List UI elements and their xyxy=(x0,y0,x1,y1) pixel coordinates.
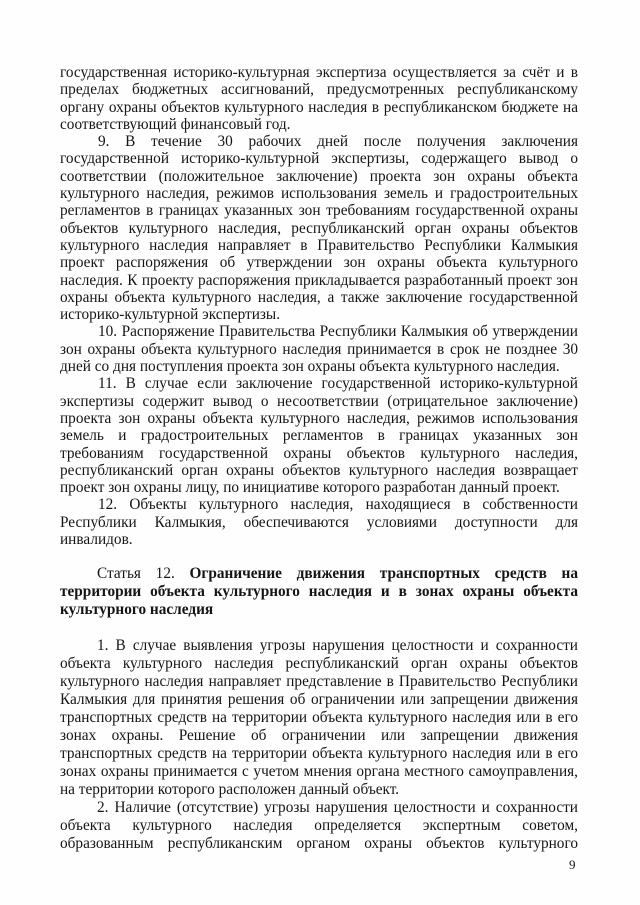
page-number: 9 xyxy=(569,857,576,872)
article-clause-1: 1. В случае выявления угрозы нарушения целостности и сохранности объекта культурного наследия республиканский орган охраны объектов культурного наследия направляет представление в Правительство Республики Калмыкия для принятия решения об ограничении или запрещении движения транспортных средств на территории объекта культурного наследия или в его зонах охраны. Решение об ограничении или запрещении движения транспортных средств на территории объекта культурного наследия или в его зонах охраны принимается с учетом мнения органа местного самоуправления, на территории которого расположен данный объект. xyxy=(60,637,578,799)
article-12 xyxy=(60,565,578,853)
article-clause-2: 2. Наличие (отсутствие) угрозы нарушения целостности и сохранности объекта культурного наследия определяется экспертным советом, образованным республиканским органом охраны объектов культурного xyxy=(60,799,578,853)
clause-12: 12. Объекты культурного наследия, находящиеся в собственности Республики Калмыкия, обеспечиваются условиями доступности для инвалидов. xyxy=(60,496,578,549)
continued-paragraph: государственная историко-культурная экспертиза осуществляется за счёт и в пределах бюджетных ассигнований, предусмотренных республиканскому органу охраны объектов культурного наследия в республиканском бюджете на соответствующий финансовый год. xyxy=(60,64,578,133)
clause-11: 11. В случае если заключение государственной историко-культурной экспертизы содержит вывод о несоответствии (отрицательное заключение) проекта зон охраны объекта культурного наследия, режимов использования земель и градостроительных регламентов в границах указанных зон требованиям государственной охраны объектов культурного наследия, республиканский орган охраны объектов культурного наследия возвращает проект зон охраны лицу, по инициативе которого разработан данный проект. xyxy=(60,375,578,497)
previous-article-clauses xyxy=(60,64,578,548)
article-heading xyxy=(60,565,578,619)
article-body xyxy=(60,637,578,853)
article-label: Статья 12. xyxy=(97,565,175,583)
article-title: Ограничение движения транспортных средств на территории объекта культурного наследия и в зонах охраны объекта культурного наследия xyxy=(60,565,578,619)
clause-9: 9. В течение 30 рабочих дней после получения заключения государственной историко-культурной экспертизы, содержащего вывод о соответствии (положительное заключение) проекта зон охраны объекта культурного наследия, режимов использования земель и градостроительных регламентов в границах указанных зон требованиям государственной охраны объектов культурного наследия, республиканский орган охраны объектов культурного наследия направляет в Правительство Республики Калмыкия проект распоряжения об утверждении зон охраны объекта культурного наследия. К проекту распоряжения прикладывается разработанный проект зон охраны объекта культурного наследия, а также заключение государственной историко-культурной экспертизы. xyxy=(60,133,578,324)
page-content xyxy=(60,64,578,853)
clause-10: 10. Распоряжение Правительства Республики Калмыкия об утверждении зон охраны объекта культурного наследия принимается в срок не позднее 30 дней со дня поступления проекта зон охраны объекта культурного наследия. xyxy=(60,323,578,376)
